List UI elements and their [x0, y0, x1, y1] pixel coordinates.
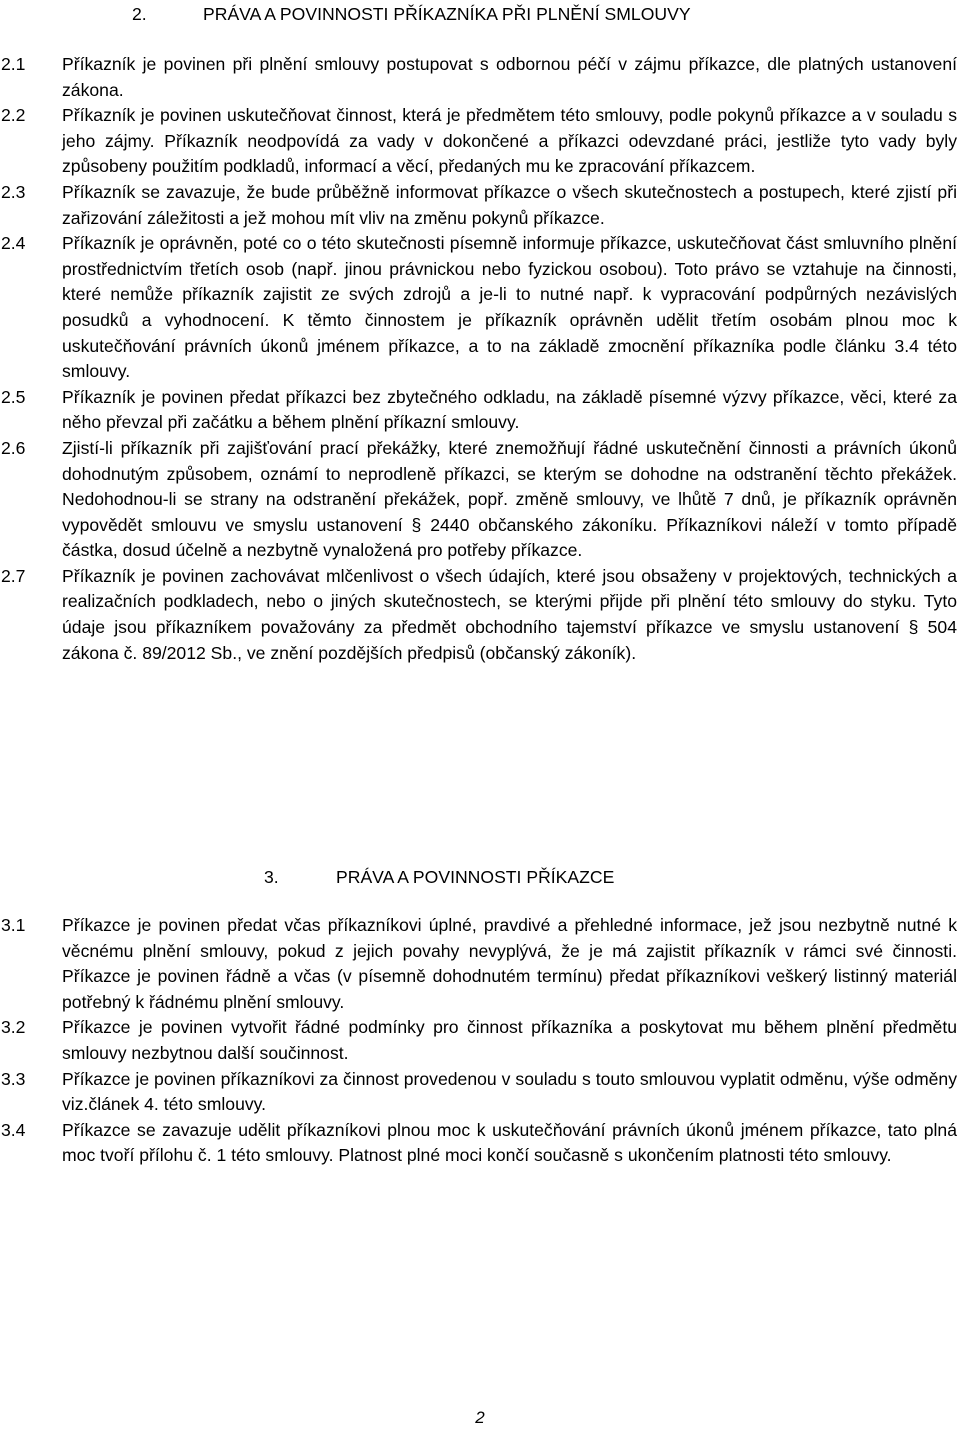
clause-text: Příkazník je povinen uskutečňovat činnost, která je předmětem této smlouvy, podle pokynů příkazce a v souladu s jeho zájmy. Příkazník neodpovídá za vady v dokončené a příkazci odevzdané práci, jestliže tyto vady byly způsobeny použitím podkladů, informací a věcí, předaných mu ke zpracování příkazcem. [62, 105, 957, 177]
section-number: 2. [132, 4, 147, 24]
section-clauses [0, 52, 960, 666]
clause-number: 2.1 [1, 54, 26, 74]
clause [0, 385, 960, 436]
clause [0, 564, 960, 666]
clause-number: 2.6 [1, 437, 26, 458]
clause-number: 3.2 [1, 1017, 26, 1038]
clause-number: 3.3 [1, 1068, 26, 1089]
section-number: 3. [264, 867, 279, 887]
clause [0, 436, 960, 564]
section-heading [0, 2, 960, 28]
clause [0, 103, 960, 180]
section-title: PRÁVA A POVINNOSTI PŘÍKAZCE [336, 867, 615, 887]
clause [0, 1118, 960, 1169]
clause [0, 1067, 960, 1118]
clause [0, 180, 960, 231]
section-heading [0, 865, 960, 891]
clause-text: Příkazník je povinen zachovávat mlčenlivost o všech údajích, které jsou obsaženy v projektových, technických a realizačních podkladech, nebo o jiných skutečnostech, se kterými přijde při plnění této smlouvy do styku. Tyto údaje jsou příkazníkem považovány za předmět obchodního tajemství příkazce ve smyslu ustanovení § 504 zákona č. 89/2012 Sb., ve znění pozdějších předpisů (občanský zákoník). [62, 565, 957, 663]
clause-text: Příkazník je povinen předat příkazci bez zbytečného odkladu, na základě písemné výzvy příkazce, věci, které za něho převzal při začátku a během plnění příkazní smlouvy. [62, 386, 957, 433]
clause-number: 2.4 [1, 233, 26, 254]
clause [0, 913, 960, 1015]
clause-number: 2.2 [1, 105, 26, 126]
clause-number: 3.4 [1, 1119, 26, 1140]
clause-number: 2.5 [1, 386, 26, 407]
clause-text: Příkazce je povinen vytvořit řádné podmínky pro činnost příkazníka a poskytovat mu během plnění předmětu smlouvy nezbytnou další součinnost. [62, 1017, 957, 1063]
clause [0, 1015, 960, 1066]
clause [0, 52, 960, 103]
clause-text: Příkazník je oprávněn, poté co o této skutečnosti písemně informuje příkazce, uskutečňovat část smluvního plnění prostřednictvím třetích osob (např. jinou právnickou nebo fyzickou osobou). Toto právo se vztahuje na činnosti, které nemůže příkazník zajistit ze svých zdrojů a je-li to nutné např. k vypracování podpůrných nezávislých posudků a vyhodnocení. K těmto činnostem je příkazník oprávněn udělit třetím osobám plnou moc k uskutečňování právních úkonů jménem příkazce, a to na základě zmocnění příkazníka podle článku 3.4 této smlouvy. [62, 233, 957, 382]
clause-text: Příkazce je povinen příkazníkovi za činnost provedenou v souladu s touto smlouvou vyplatit odměnu, výše odměny viz.článek 4. této smlouvy. [62, 1068, 957, 1115]
clause-text: Příkazník se zavazuje, že bude průběžně informovat příkazce o všech skutečnostech a postupech, které zjistí při zařizování záležitosti a jež mohou mít vliv na změnu pokynů příkazce. [62, 181, 957, 228]
clause [0, 231, 960, 385]
clause-text: Příkazce se zavazuje udělit příkazníkovi plnou moc k uskutečňování právních úkonů jménem příkazce, tato plná moc tvoří přílohu č. 1 této smlouvy. Platnost plné moci končí současně s ukončením platnosti této smlouvy. [62, 1119, 957, 1166]
clause-number: 3.1 [1, 915, 26, 935]
section-clauses [0, 913, 960, 1169]
clause-text: Příkazce je povinen předat včas příkazníkovi úplné, pravdivé a přehledné informace, jež jsou nezbytně nutné k věcnému plnění smlouvy, pokud z jejich povahy nevyplývá, že je má zajistit příkazník v rámci své činnosti. Příkazce je povinen řádně a včas (v písemně dohodnutém termínu) předat příkazníkovi veškerý listinný materiál potřebný k řádnému plnění smlouvy. [62, 915, 957, 1012]
clause-text: Zjistí-li příkazník při zajišťování prací překážky, které znemožňují řádné uskutečnění činnosti a právních úkonů dohodnutým způsobem, oznámí to neprodleně příkazci, se kterým se dohodne na odstranění těchto překážek. Nedohodnou-li se strany na odstranění překážek, popř. změně smlouvy, ve lhůtě 7 dnů, je příkazník oprávněn vypovědět smlouvu ve smyslu ustanovení § 2440 občanského zákoníku. Příkazníkovi náleží v tomto případě částka, dosud účelně a nezbytně vynaložená pro potřeby příkazce. [62, 437, 957, 561]
clause-text: Příkazník je povinen při plnění smlouvy postupovat s odbornou péčí v zájmu příkazce, dle platných ustanovení zákona. [62, 54, 957, 100]
section-title: PRÁVA A POVINNOSTI PŘÍKAZNÍKA PŘI PLNĚNÍ SMLOUVY [203, 4, 691, 24]
clause-number: 2.7 [1, 565, 26, 586]
clause-number: 2.3 [1, 181, 26, 202]
page-number: 2 [475, 1408, 485, 1427]
